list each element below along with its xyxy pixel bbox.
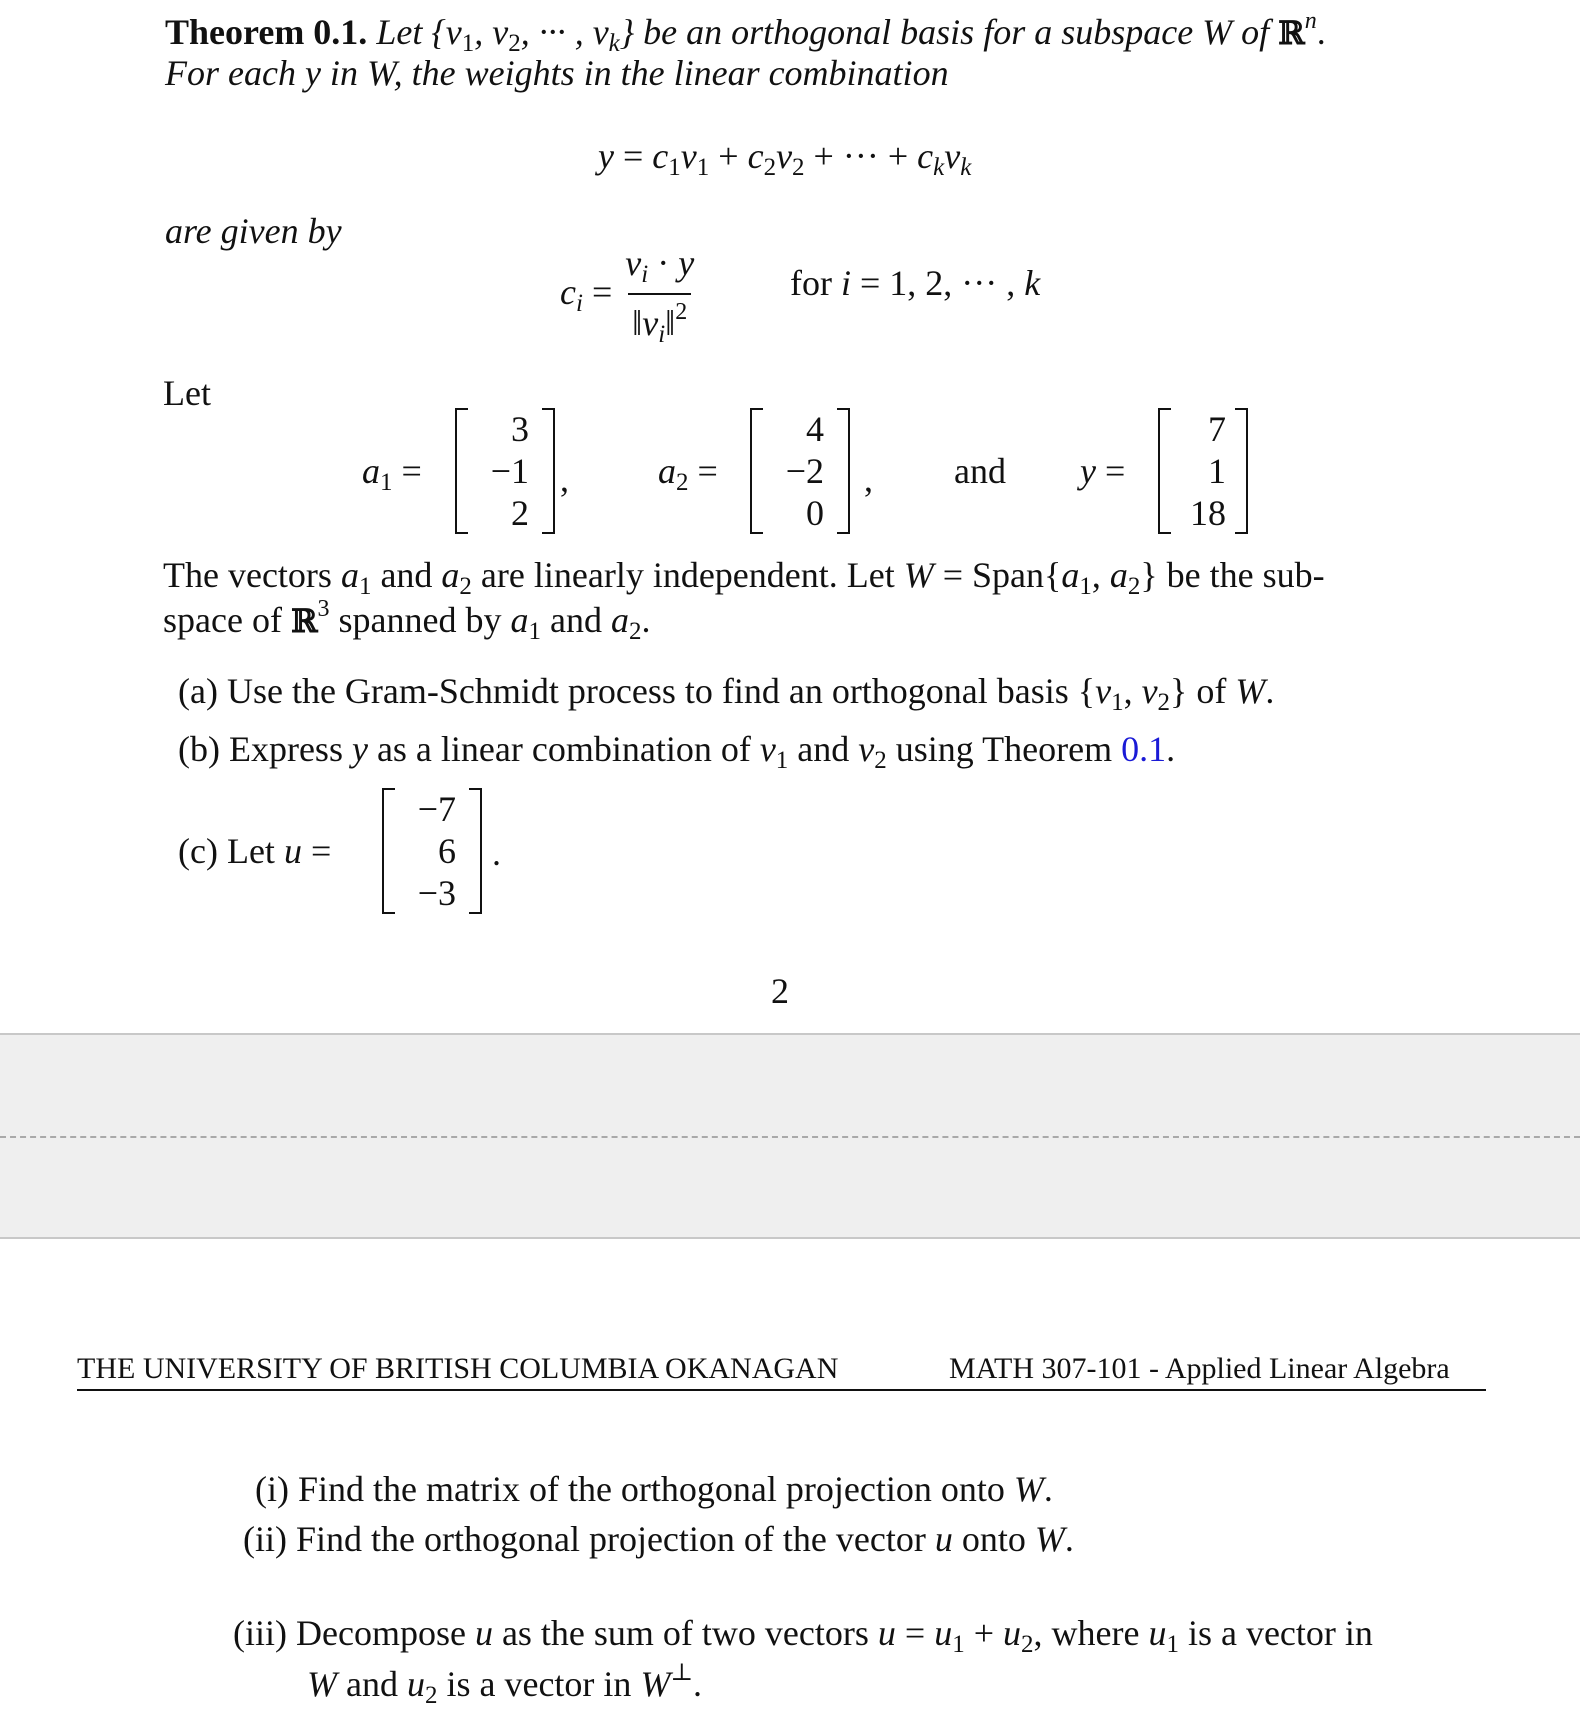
y-matrix (1158, 408, 1248, 534)
a2-label: $a_2$ = (658, 451, 718, 496)
a2-entry: 0 (806, 493, 824, 533)
weight-fraction: $\frac{vi \cdot y}{‖vi‖^2}$ (625, 243, 695, 348)
y-entry: 18 (1190, 493, 1226, 533)
part-b: (b) Express y as a linear combination of $v_1$ and $v_2$ using Theorem 0.1. (178, 729, 1176, 774)
theorem-label: Theorem 0.1. (165, 12, 368, 52)
u-entry: −7 (417, 789, 456, 829)
u-entry: 6 (438, 831, 456, 871)
part-a: (a) Use the Gram-Schmidt process to find an orthogonal basis {$v_1$, $v_2$} of W. (178, 671, 1275, 716)
theorem-line-2: For each y in W, the weights in the linear combination (165, 53, 949, 93)
page-break-dashed-line (0, 1136, 1580, 1138)
and-word: and (954, 451, 1006, 491)
university-header: THE UNIVERSITY OF BRITISH COLUMBIA OKANAGAN (77, 1352, 839, 1385)
part-c-label: (c) Let u = (178, 831, 332, 871)
y-entry: 1 (1208, 451, 1226, 491)
linear-combination-equation: $y = c_1v_1 + c_2v_2$ + ··· + ckvk (598, 136, 972, 181)
y-entry: 7 (1208, 409, 1226, 449)
a2-entry: −2 (785, 451, 824, 491)
theorem-reference-link[interactable]: 0.1 (1121, 729, 1167, 769)
a1-entry: 2 (511, 493, 529, 533)
are-given-by: are given by (165, 211, 342, 251)
u-matrix (382, 788, 482, 914)
comma: , (560, 459, 569, 499)
let-label: Let (163, 373, 211, 413)
comma: , (864, 459, 873, 499)
paragraph-line-2: space of ℝ$^3$ spanned by $a_1$ and $a_2$. (163, 596, 651, 645)
a1-matrix (455, 408, 555, 534)
theorem-line-1: Theorem 0.1. Let {$v_1$, $v_2$, ··· , vk} be an orthogonal basis for a subspace W of ℝ$^n$. (165, 8, 1326, 57)
a1-entry: 3 (511, 409, 529, 449)
for-range: for i = 1, 2, ··· , k (790, 263, 1041, 303)
a2-entry: 4 (806, 409, 824, 449)
page-break-bottom-rule (0, 1237, 1580, 1239)
period: . (492, 833, 501, 873)
weight-formula: ci = $\frac{vi \cdot y}{‖vi‖^2}$ (560, 242, 698, 349)
a1-label: $a_1$ = (362, 451, 422, 496)
subpart-iii-line-2: W and $u_2$ is a vector in W⊥. (307, 1660, 703, 1709)
a1-entry: −1 (490, 451, 529, 491)
subpart-iii-line-1: (iii) Decompose u as the sum of two vectors $u = u_1 + u_2$, where $u_1$ is a vector in (233, 1613, 1373, 1658)
subpart-i: (i) Find the matrix of the orthogonal projection onto W. (255, 1469, 1053, 1509)
y-label: y = (1080, 451, 1126, 491)
course-header: MATH 307-101 - Applied Linear Algebra (949, 1352, 1450, 1385)
a2-matrix (750, 408, 850, 534)
page-number: 2 (771, 971, 789, 1011)
paragraph-line-1: The vectors $a_1$ and $a_2$ are linearly independent. Let $W = Span\{a_1$, $a_2$} be the sub- (163, 555, 1325, 600)
subpart-ii: (ii) Find the orthogonal projection of the vector u onto W. (243, 1519, 1074, 1559)
header-underline (77, 1389, 1486, 1391)
u-entry: −3 (417, 873, 456, 913)
